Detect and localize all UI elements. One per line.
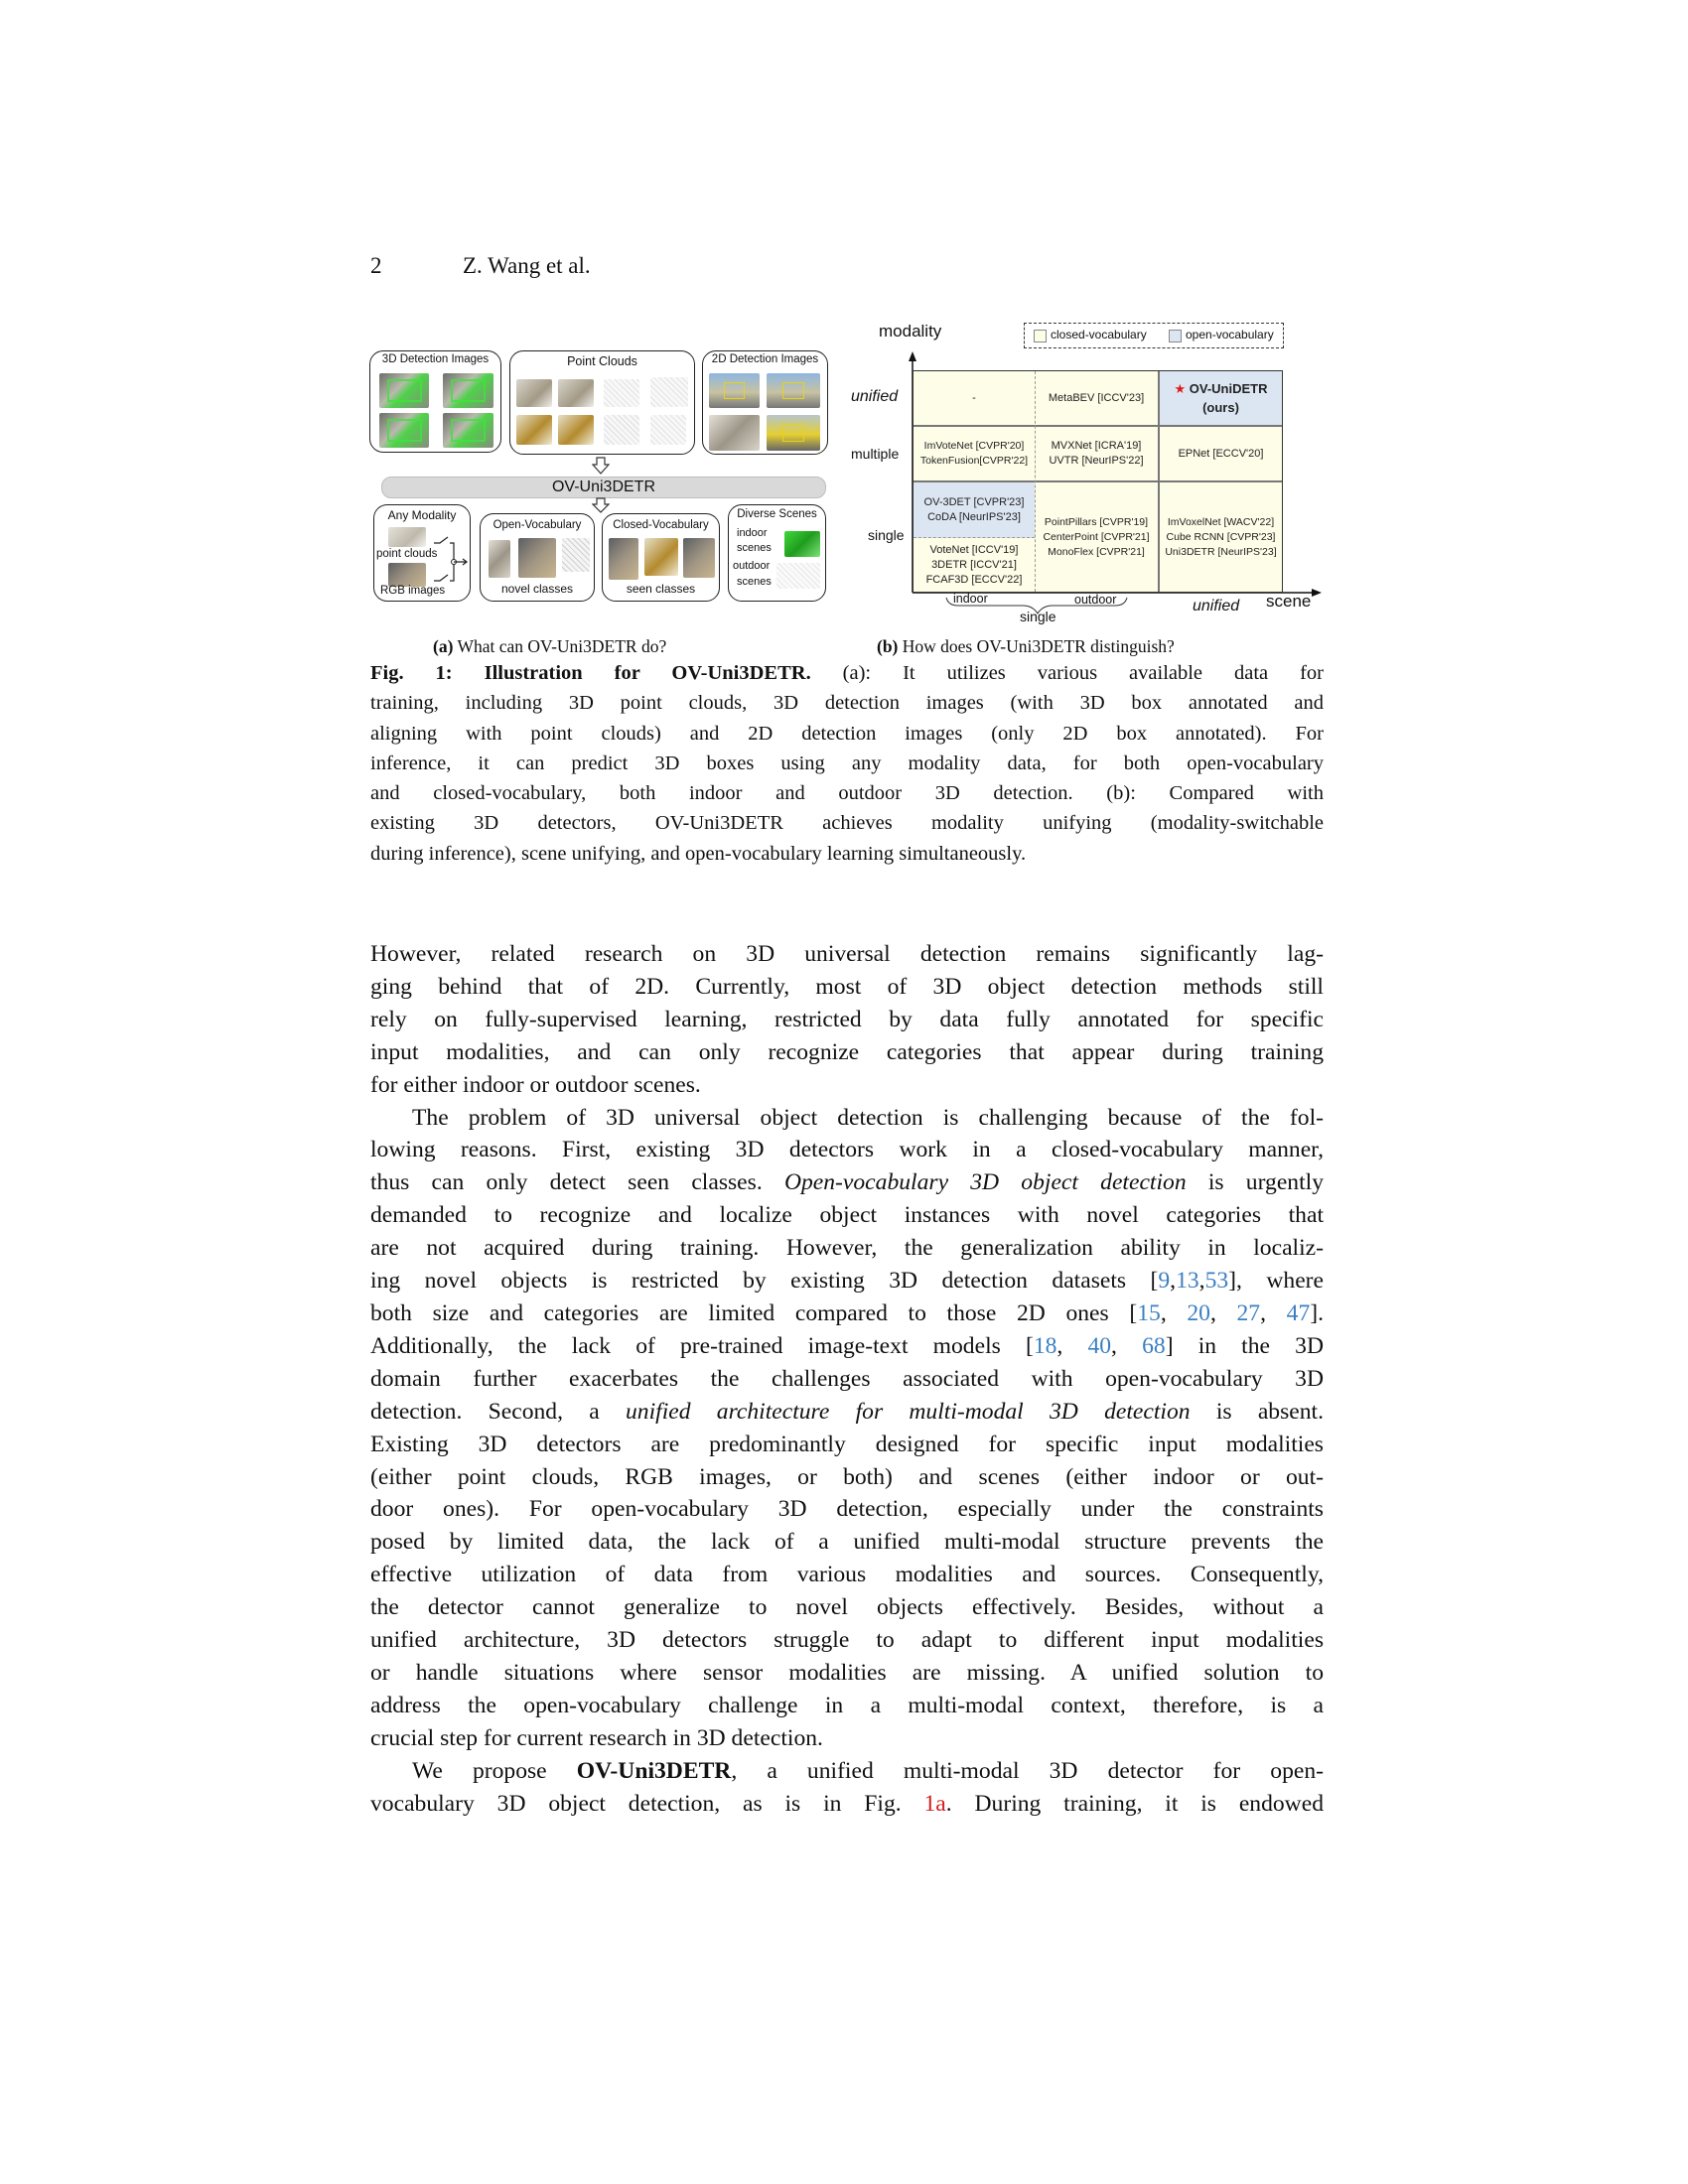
input-box-point-clouds	[509, 350, 695, 455]
input-box-title: Point Clouds	[567, 354, 637, 368]
text-line: for either indoor or outdoor scenes.	[370, 1071, 701, 1098]
text-line: The problem of 3D universal object detection is challenging because of the fol-	[412, 1104, 1324, 1131]
scene-label: indoor	[737, 527, 768, 539]
novel-class-thumbnail	[489, 540, 510, 578]
rgb-image-thumbnail	[388, 563, 426, 587]
caption-line: during inference), scene unifying, and open-vocabulary learning simultaneously.	[370, 842, 1027, 865]
output-box-any-modality	[373, 504, 471, 602]
figure-caption	[370, 658, 1324, 869]
citation-link[interactable]: 40	[1087, 1332, 1112, 1359]
star-icon: ★	[1174, 381, 1187, 396]
cell-multiple-indoor	[914, 427, 1035, 480]
text-line: vocabulary 3D object detection, as is in Fig. 1a. During training, it is endowed	[370, 1790, 1324, 1817]
model-name-bold: OV-Uni3DETR	[576, 1757, 732, 1784]
text-line: domain further exacerbates the challenges associated with open-vocabulary 3D	[370, 1365, 1324, 1392]
seen-class-thumbnail	[609, 538, 638, 580]
subcaption-a: (a) What can OV-Uni3DETR do?	[433, 636, 667, 656]
subcaption-b: (b) How does OV-Uni3DETR distinguish?	[877, 636, 1175, 656]
cell-text: OV-3DET [CVPR'23]	[923, 496, 1025, 508]
cell-text: MetaBEV [ICCV'23]	[1048, 391, 1145, 404]
citation-link[interactable]: 27	[1236, 1299, 1261, 1326]
paragraph-3	[370, 1755, 1324, 1821]
caption-line: existing 3D detectors, OV-Uni3DETR achieves modality unifying (modality-switchable	[370, 812, 1324, 835]
citation-link[interactable]: 15	[1137, 1299, 1161, 1326]
y-axis-label: modality	[879, 322, 942, 341]
legend-label-closed: closed-vocabulary	[1051, 328, 1147, 341]
scene-label: outdoor	[733, 560, 771, 572]
citation-link[interactable]: 20	[1187, 1299, 1210, 1326]
text-line: ing novel objects is restricted by existing 3D detection datasets [9,13,53], where	[370, 1268, 1324, 1295]
output-box-caption: seen classes	[626, 582, 696, 596]
output-box-closed-vocabulary	[602, 513, 720, 602]
x-axis-label: scene	[1266, 592, 1312, 611]
cell-text: 3DETR [ICCV'21]	[931, 558, 1017, 571]
scene-label: scenes	[737, 576, 772, 588]
text-line: posed by limited data, the lack of a unified multi-modal structure prevents the	[370, 1529, 1324, 1556]
citation-link[interactable]: 68	[1142, 1332, 1166, 1359]
point-cloud-thumbnail	[388, 527, 426, 547]
novel-class-thumbnail	[562, 538, 590, 572]
2d-detection-thumbnail	[767, 373, 820, 408]
row-label-unified: unified	[851, 388, 899, 405]
citation-link[interactable]: 53	[1204, 1268, 1229, 1295]
output-box-diverse-scenes	[728, 504, 826, 602]
text-line: unified architecture, 3D detectors struggle to adapt to different input modalities	[370, 1627, 1324, 1654]
down-arrow-icon	[592, 497, 610, 513]
cell-text: TokenFusion[CVPR'22]	[919, 455, 1029, 467]
2d-detection-thumbnail	[709, 373, 760, 408]
body-text	[370, 938, 1324, 1820]
figure-panel-a	[369, 338, 836, 615]
text-line: demanded to recognize and localize object instances with novel categories that	[370, 1202, 1324, 1229]
caption-line: aligning with point clouds) and 2D detection images (only 2D box annotated). For	[370, 722, 1324, 745]
scene-label: scenes	[737, 542, 772, 554]
text-line: both size and categories are limited compared to those 2D ones [15, 20, 27, 47].	[370, 1299, 1324, 1326]
cell-text: (ours)	[1202, 400, 1239, 415]
cell-text: CoDA [NeurIPS'23]	[927, 511, 1021, 523]
point-cloud-thumbnail	[558, 379, 594, 407]
output-box-title: Diverse Scenes	[737, 508, 817, 520]
paragraph-2	[370, 1102, 1324, 1755]
cell-single-indoor-closed	[914, 538, 1035, 592]
seen-class-thumbnail	[644, 538, 678, 576]
col-label-single: single	[1020, 609, 1056, 624]
cell-text: CenterPoint [CVPR'21]	[1043, 530, 1150, 543]
3d-detection-thumbnail	[379, 413, 429, 448]
paragraph-1	[370, 938, 1324, 1102]
caption-line: Fig. 1: Illustration for OV-Uni3DETR. (a): It utilizes various available data for	[370, 662, 1325, 684]
output-box-title: Closed-Vocabulary	[613, 519, 709, 531]
text-line: However, related research on 3D universal detection remains significantly lag-	[370, 941, 1324, 967]
text-line: ging behind that of 2D. Currently, most of 3D object detection methods still	[370, 973, 1324, 1000]
row-label-multiple: multiple	[851, 446, 900, 462]
cell-text: MonoFlex [CVPR'21]	[1048, 545, 1145, 558]
model-name-band: OV-Uni3DETR	[381, 477, 826, 498]
output-box-caption: novel classes	[500, 582, 574, 596]
text-line: thus can only detect seen classes. Open-vocabulary 3D object detection is urgently	[370, 1169, 1324, 1196]
citation-link[interactable]: 13	[1176, 1268, 1199, 1295]
text-line: address the open-vocabulary challenge in a multi-modal context, therefore, is a	[370, 1692, 1324, 1718]
point-cloud-thumbnail	[604, 379, 639, 407]
emphasis: unified architecture for multi-modal 3D detection	[625, 1398, 1191, 1425]
point-cloud-thumbnail	[516, 415, 552, 445]
text-line: input modalities, and can only recognize categories that appear during training	[370, 1038, 1324, 1065]
col-label-unified: unified	[1193, 598, 1240, 614]
output-box-open-vocabulary	[480, 513, 595, 602]
caption-line: inference, it can predict 3D boxes using any modality data, for both open-vocabulary	[370, 751, 1324, 774]
citation-link[interactable]: 18	[1033, 1332, 1057, 1359]
cell-unified-indoor	[914, 371, 1035, 425]
cell-text: Uni3DETR [NeurIPS'23]	[1165, 545, 1277, 558]
cell-text: MVXNet [ICRA'19]	[1051, 440, 1142, 452]
text-line: the detector cannot generalize to novel objects effectively. Besides, without a	[370, 1594, 1324, 1621]
caption-label: Fig. 1: Illustration for OV-Uni3DETR.	[370, 662, 811, 684]
cell-single-unified	[1160, 482, 1282, 592]
running-head-authors: Z. Wang et al.	[463, 253, 591, 278]
col-label-indoor: indoor	[953, 592, 988, 606]
text-line: rely on fully-supervised learning, restricted by data fully annotated for specific	[370, 1006, 1324, 1032]
col-label-outdoor: outdoor	[1074, 593, 1117, 607]
text-line: detection. Second, a unified architecture for multi-modal 3D detection is absent.	[370, 1398, 1324, 1425]
cell-single-outdoor	[1035, 482, 1158, 592]
modality-label-rgb-images: RGB images	[380, 585, 446, 597]
cell-multiple-unified	[1160, 427, 1282, 480]
3d-detection-thumbnail	[379, 373, 429, 408]
citation-link[interactable]: 47	[1286, 1299, 1311, 1326]
cell-single-indoor-open	[914, 482, 1035, 538]
point-cloud-thumbnail	[650, 377, 688, 407]
input-box-2d-detection-images	[702, 350, 828, 455]
modality-label-point-clouds: point clouds	[376, 548, 438, 560]
point-cloud-thumbnail	[558, 415, 594, 445]
3d-detection-thumbnail	[443, 413, 493, 448]
input-box-title: 2D Detection Images	[711, 353, 819, 365]
2d-detection-thumbnail	[709, 415, 760, 451]
caption-line: training, including 3D point clouds, 3D detection images (with 3D box annotated and	[370, 692, 1324, 715]
cell-text: -	[972, 391, 976, 404]
caption-line: and closed-vocabulary, both indoor and outdoor 3D detection. (b): Compared with	[370, 782, 1324, 805]
down-arrow-icon	[592, 457, 610, 475]
cell-unified-outdoor	[1035, 371, 1158, 425]
seen-class-thumbnail	[683, 538, 715, 578]
text-line: Existing 3D detectors are predominantly designed for specific input modalities	[370, 1431, 1324, 1457]
emphasis: Open-vocabulary 3D object detection	[783, 1169, 1187, 1196]
input-box-title: 3D Detection Images	[381, 353, 490, 365]
text-line: We propose OV-Uni3DETR, a unified multi-modal 3D detector for open-	[412, 1757, 1324, 1784]
outdoor-scene-thumbnail	[776, 563, 820, 589]
text-line: or handle situations where sensor modalities are missing. A unified solution to	[370, 1659, 1324, 1686]
point-cloud-thumbnail	[650, 415, 686, 445]
indoor-scene-thumbnail	[784, 531, 820, 557]
figure-reference-link[interactable]: 1a	[923, 1790, 946, 1817]
page-number: 2	[370, 253, 382, 278]
cell-text: EPNet [ECCV'20]	[1178, 447, 1264, 460]
text-line: (either point clouds, RGB images, or both) and scenes (either indoor or out-	[370, 1463, 1324, 1490]
cell-text: VoteNet [ICCV'19]	[929, 543, 1019, 556]
text-line: are not acquired during training. However, the generalization ability in localiz-	[370, 1235, 1324, 1262]
text-line: door ones). For open-vocabulary 3D detection, especially under the constraints	[370, 1496, 1324, 1523]
cell-unified-unified-ours	[1160, 371, 1282, 425]
citation-link[interactable]: 9	[1158, 1268, 1171, 1295]
method-grid	[913, 370, 1283, 593]
text-line: crucial step for current research in 3D detection.	[370, 1724, 823, 1751]
cell-text: Cube RCNN [CVPR'23]	[1166, 530, 1276, 543]
cell-text: ★ OV-UniDETR	[1174, 381, 1268, 396]
novel-class-thumbnail	[518, 538, 556, 578]
output-box-title: Any Modality	[387, 508, 457, 522]
figure-panel-b	[834, 318, 1331, 625]
3d-detection-thumbnail	[443, 373, 493, 408]
cell-text: ImVoteNet [CVPR'20]	[923, 440, 1025, 452]
cell-text: FCAF3D [ECCV'22]	[925, 573, 1023, 586]
row-label-single: single	[868, 527, 905, 543]
point-cloud-thumbnail	[516, 379, 552, 407]
output-box-title: Open-Vocabulary	[492, 519, 582, 531]
cell-text: UVTR [NeurIPS'22]	[1049, 455, 1144, 467]
cell-multiple-outdoor	[1035, 427, 1158, 480]
text-line: lowing reasons. First, existing 3D detectors work in a closed-vocabulary manner,	[370, 1137, 1324, 1163]
cell-text: ImVoxelNet [WACV'22]	[1167, 515, 1275, 528]
2d-detection-thumbnail	[767, 415, 820, 451]
text-line: effective utilization of data from various modalities and sources. Consequently,	[370, 1562, 1324, 1588]
legend-label-open: open-vocabulary	[1186, 328, 1274, 341]
point-cloud-thumbnail	[604, 415, 639, 445]
text-line: Additionally, the lack of pre-trained image-text models [18, 40, 68] in the 3D	[370, 1332, 1324, 1359]
input-box-3d-detection-images	[369, 350, 501, 453]
switch-icon	[432, 535, 470, 589]
cell-text: PointPillars [CVPR'19]	[1044, 515, 1149, 528]
